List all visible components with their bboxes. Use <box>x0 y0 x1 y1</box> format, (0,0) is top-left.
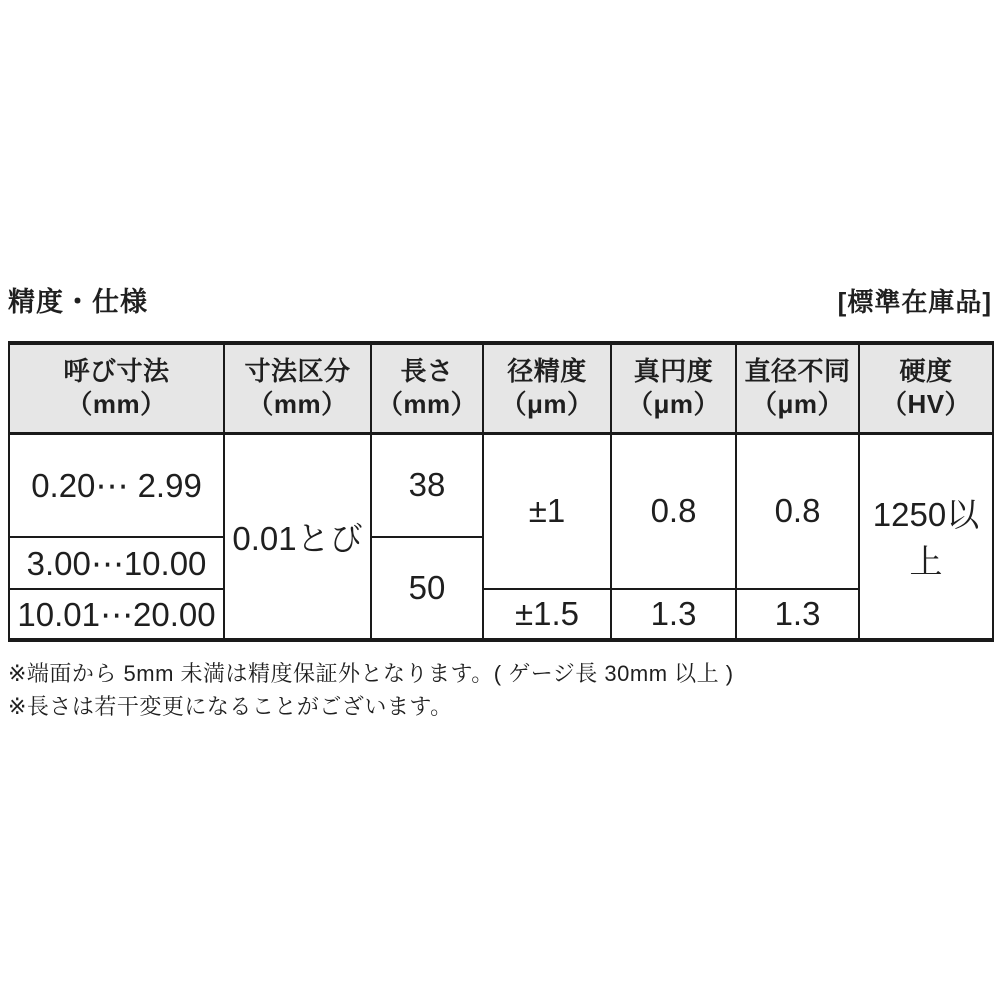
col-header-nominal-size <box>9 343 224 433</box>
header-row <box>9 343 993 433</box>
cell-length-50: 50 <box>371 537 483 640</box>
spec-sheet <box>8 280 992 723</box>
table-row <box>9 589 993 640</box>
col-header-unit: （μm） <box>626 389 721 420</box>
footnote-accuracy-guarantee: ※端面から 5mm 未満は精度保証外となります。( ゲージ長 30mm 以上 ) <box>8 661 734 686</box>
cell-dia-variation-bottom: 1.3 <box>736 589 859 640</box>
footnotes <box>8 657 992 723</box>
col-header-label: 寸法区分 <box>244 355 351 386</box>
col-header-unit: （mm） <box>66 389 167 420</box>
cell-dia-accuracy-top: ±1 <box>483 433 611 589</box>
cell-hardness: 1250以上 <box>859 433 993 640</box>
col-header-size-step <box>224 343 371 433</box>
cell-size-step: 0.01とび <box>224 433 371 640</box>
cell-length-38: 38 <box>371 433 483 537</box>
col-header-label: 真円度 <box>633 355 714 386</box>
col-header-dia-accuracy <box>483 343 611 433</box>
title-row <box>8 280 992 319</box>
cell-dia-accuracy-bottom: ±1.5 <box>483 589 611 640</box>
cell-nominal-range-1: 0.20⋯ 2.99 <box>9 433 224 537</box>
col-header-unit: （μm） <box>750 389 845 420</box>
cell-nominal-range-3: 10.01⋯20.00 <box>9 589 224 640</box>
col-header-label: 呼び寸法 <box>63 355 170 386</box>
col-header-length <box>371 343 483 433</box>
page-title: 精度・仕様 <box>8 287 148 317</box>
col-header-label: 硬度 <box>899 355 953 386</box>
col-header-label: 長さ <box>400 355 454 386</box>
spec-table <box>8 341 994 642</box>
col-header-dia-variation <box>736 343 859 433</box>
col-header-unit: （mm） <box>247 389 348 420</box>
table-row <box>9 433 993 537</box>
cell-roundness-bottom: 1.3 <box>611 589 736 640</box>
col-header-label: 径精度 <box>507 355 587 386</box>
col-header-unit: （μm） <box>500 389 594 420</box>
cell-roundness-top: 0.8 <box>611 433 736 589</box>
cell-nominal-range-2: 3.00⋯10.00 <box>9 537 224 589</box>
col-header-unit: （mm） <box>376 389 478 420</box>
footnote-length-change: ※長さは若干変更になることがございます。 <box>8 694 453 719</box>
col-header-label: 直径不同 <box>744 355 851 386</box>
col-header-unit: （HV） <box>880 389 972 420</box>
stock-status-label: [標準在庫品] <box>837 287 992 317</box>
col-header-roundness <box>611 343 736 433</box>
cell-dia-variation-top: 0.8 <box>736 433 859 589</box>
col-header-hardness <box>859 343 993 433</box>
